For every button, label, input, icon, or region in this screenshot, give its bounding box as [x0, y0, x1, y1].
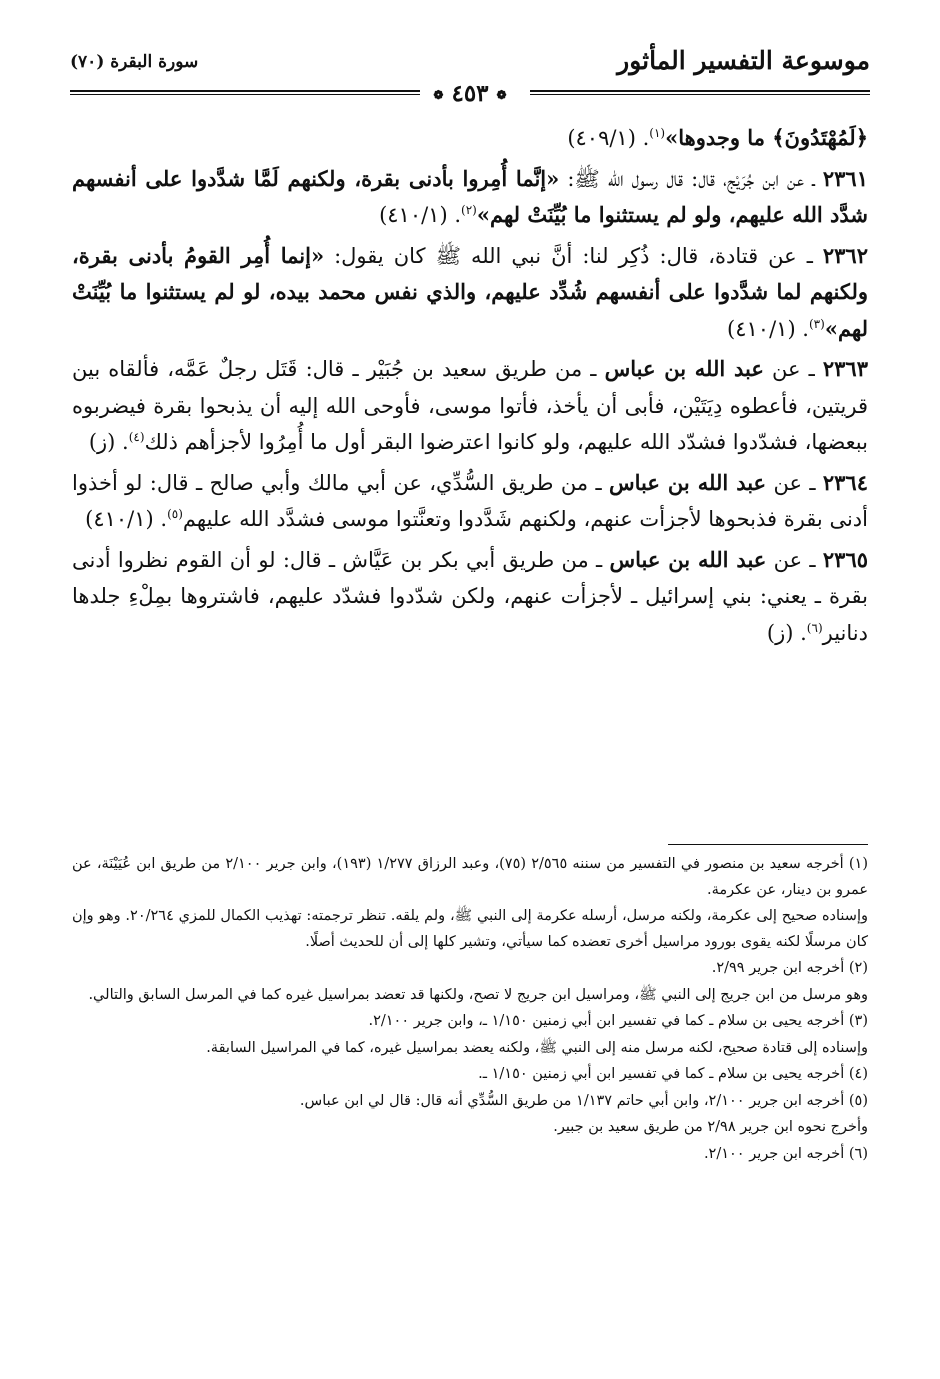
narration-intro: ـ عن	[766, 470, 823, 495]
footnote-ref: (١)	[649, 126, 666, 140]
citation: . (٤١٠/١)	[727, 316, 809, 341]
footnote-ref: (٣)	[808, 316, 825, 331]
footnote: (١) أخرجه سعيد بن منصور في التفسير من سننه ٢/٥٦٥ (٧٥)، وعبد الرزاق ١/٢٧٧ (١٩٣)، وابن جرير ٢/١٠٠ من طريق ابن عُيَيْنَة، عن عمرو بن دينار، عن عكرمة.	[72, 856, 868, 898]
footnote: وإسناده صحيح إلى عكرمة، ولكنه مرسل، أرسله عكرمة إلى النبي ﷺ، ولم يلقه. تنظر ترجمته: تهذيب الكمال للمزي ٢٠/٢٦٤. وهو وإن كان مرسلًا لكنه يقوى بورود مراسيل أخرى تعضده كما سيأتي، وتشير كلها إلى أن للحديث أصلًا.	[72, 908, 868, 950]
quote-text: ﴿لَمُهْتَدُونَ﴾ ما وجدوها»	[665, 125, 868, 150]
footnote-ref: (٢)	[461, 203, 477, 217]
citation: . (٤٠٩/١)	[567, 126, 650, 150]
footnote: (٥) أخرجه ابن جرير ٢/١٠٠، وابن أبي حاتم ١/١٣٧ من طريق السُّدِّي أنه قال: قال لي ابن عباس.	[299, 1092, 868, 1109]
entry-number: ٢٣٦٤	[822, 469, 868, 495]
footnote-ref: (٦)	[806, 620, 823, 635]
footnote: وهو مرسل من ابن جريج إلى النبي ﷺ، ومراسيل ابن جريج لا تصح، ولكنها قد تعضد بمراسيل غيره كما في المرسل السابق والتالي.	[88, 986, 868, 1003]
header-rule-right-thin	[530, 94, 870, 95]
footnote: (٣) أخرجه يحيى بن سلام ـ كما في تفسير ابن أبي زمنين ١/١٥٠ ـ، وابن جرير ٢/١٠٠.	[368, 1013, 868, 1029]
narration-text: ـ من طريق أبي بكر بن عَيَّاش ـ قال: لو أن القوم نظروا أدنى بقرة ـ يعني: بني إسرائيل ـ لأجزأت عنهم، ولكن شدّدوا فشدّد عليهم، فاشتروها بمِلْءِ جلدها دنانير	[72, 547, 868, 645]
header-rule	[70, 80, 870, 107]
hadith-entry	[72, 465, 868, 538]
narrator-name: عبد الله بن عباس	[604, 356, 764, 381]
narration-intro: ـ عن قتادة، قال: ذُكِر لنا: أنَّ نبي الله ﷺ كان يقول:	[324, 243, 823, 268]
page-number-text: ٤٥٣	[451, 80, 489, 107]
entry-number: ٢٣٦١	[822, 165, 868, 191]
footnote: (٤) أخرجه يحيى بن سلام ـ كما في تفسير ابن أبي زمنين ١/١٥٠ ـ.	[478, 1066, 868, 1082]
header-rule-left-thin	[70, 94, 420, 95]
hadith-entry	[72, 351, 868, 461]
hadith-entry	[72, 542, 868, 652]
narrator-name: عبد الله بن عباس	[609, 469, 767, 495]
paragraph	[72, 120, 868, 157]
book-title: موسوعة التفسير المأثور	[617, 46, 870, 75]
hadith-entry	[72, 238, 868, 348]
narration-text: ـ من طريق السُّدِّي، عن أبي مالك وأبي صالح ـ قال: لو أخذوا أدنى بقرة فذبحوها لأجزأت عنهم، ولكنهم شَدَّدوا وتعنَّتوا موسى فشدَّد الله عليهم	[72, 470, 868, 531]
header-rule-right	[530, 90, 870, 92]
footnote-ref: (٤)	[128, 430, 145, 444]
header-rule-left	[70, 90, 420, 92]
narration-intro: ـ عن	[766, 547, 823, 572]
citation: . (ز)	[766, 620, 807, 645]
footnote: (٢) أخرجه ابن جرير ٢/٩٩.	[711, 960, 868, 976]
citation: . (٤١٠/١)	[379, 203, 462, 227]
narration-text: ـ من طريق سعيد بن جُبَيْر ـ قال: قَتَل رجلٌ عَمَّه، فألقاه بين قريتين، فأعطوه دِيَتَيْن، فأبى أن يأخذ، فأتوا موسى، فأوحى الله إليه أن يذبحوا بقرة فيضربوه ببعضها، فشدّدوا فشدّد الله عليهم، ولو كانوا اعترضوا البقر أول ما أُمِرُوا لأجزأهم ذلك	[72, 357, 868, 454]
footnote: (٦) أخرجه ابن جرير ٢/١٠٠.	[703, 1145, 868, 1162]
narration-intro: ـ عن ابن جُرَيْج، قال: قال رسول الله ﷺ:	[559, 166, 823, 191]
ornament-icon: ❁	[496, 88, 507, 102]
ornament-icon: ❁	[433, 88, 444, 102]
footnote-separator	[668, 844, 868, 845]
entry-number: ٢٣٦٣	[822, 356, 868, 381]
entry-number: ٢٣٦٥	[822, 546, 869, 572]
footnote: وأخرج نحوه ابن جرير ٢/٩٨ من طريق سعيد بن جبير.	[553, 1119, 868, 1135]
page-header	[70, 42, 870, 112]
footnotes	[72, 852, 868, 1168]
quote-text: «إنَّما أُمِروا بأدنى بقرة، ولكنهم لَمَّا شدَّدوا على أنفسهم شدَّد الله عليهم، ولو لم يستثنوا ما بُيِّنَتْ لهم»	[72, 165, 868, 227]
page-number	[427, 80, 512, 107]
footnote-ref: (٥)	[167, 507, 183, 521]
narration-intro: ـ عن	[763, 357, 823, 381]
narrator-name: عبد الله بن عباس	[609, 546, 767, 572]
hadith-entry	[72, 161, 868, 234]
footnote: وإسناده إلى قتادة صحيح، لكنه مرسل منه إلى النبي ﷺ، ولكنه يعضد بمراسيل غيره، كما في المراسيل السابقة.	[206, 1039, 868, 1056]
surah-title: سورة البقرة (٧٠)	[70, 52, 199, 72]
quote-text: «إنما أُمِر القومُ بأدنى بقرة، ولكنهم لما شدَّدوا على أنفسهم شُدِّد عليهم، والذي نفس محمد بيده، لو لم يستثنوا ما بُيِّنَتْ لهم»	[72, 242, 868, 341]
citation: . (ز)	[88, 430, 129, 454]
entry-number: ٢٣٦٢	[822, 242, 868, 268]
citation: . (٤١٠/١)	[85, 507, 168, 531]
main-text	[72, 120, 868, 655]
